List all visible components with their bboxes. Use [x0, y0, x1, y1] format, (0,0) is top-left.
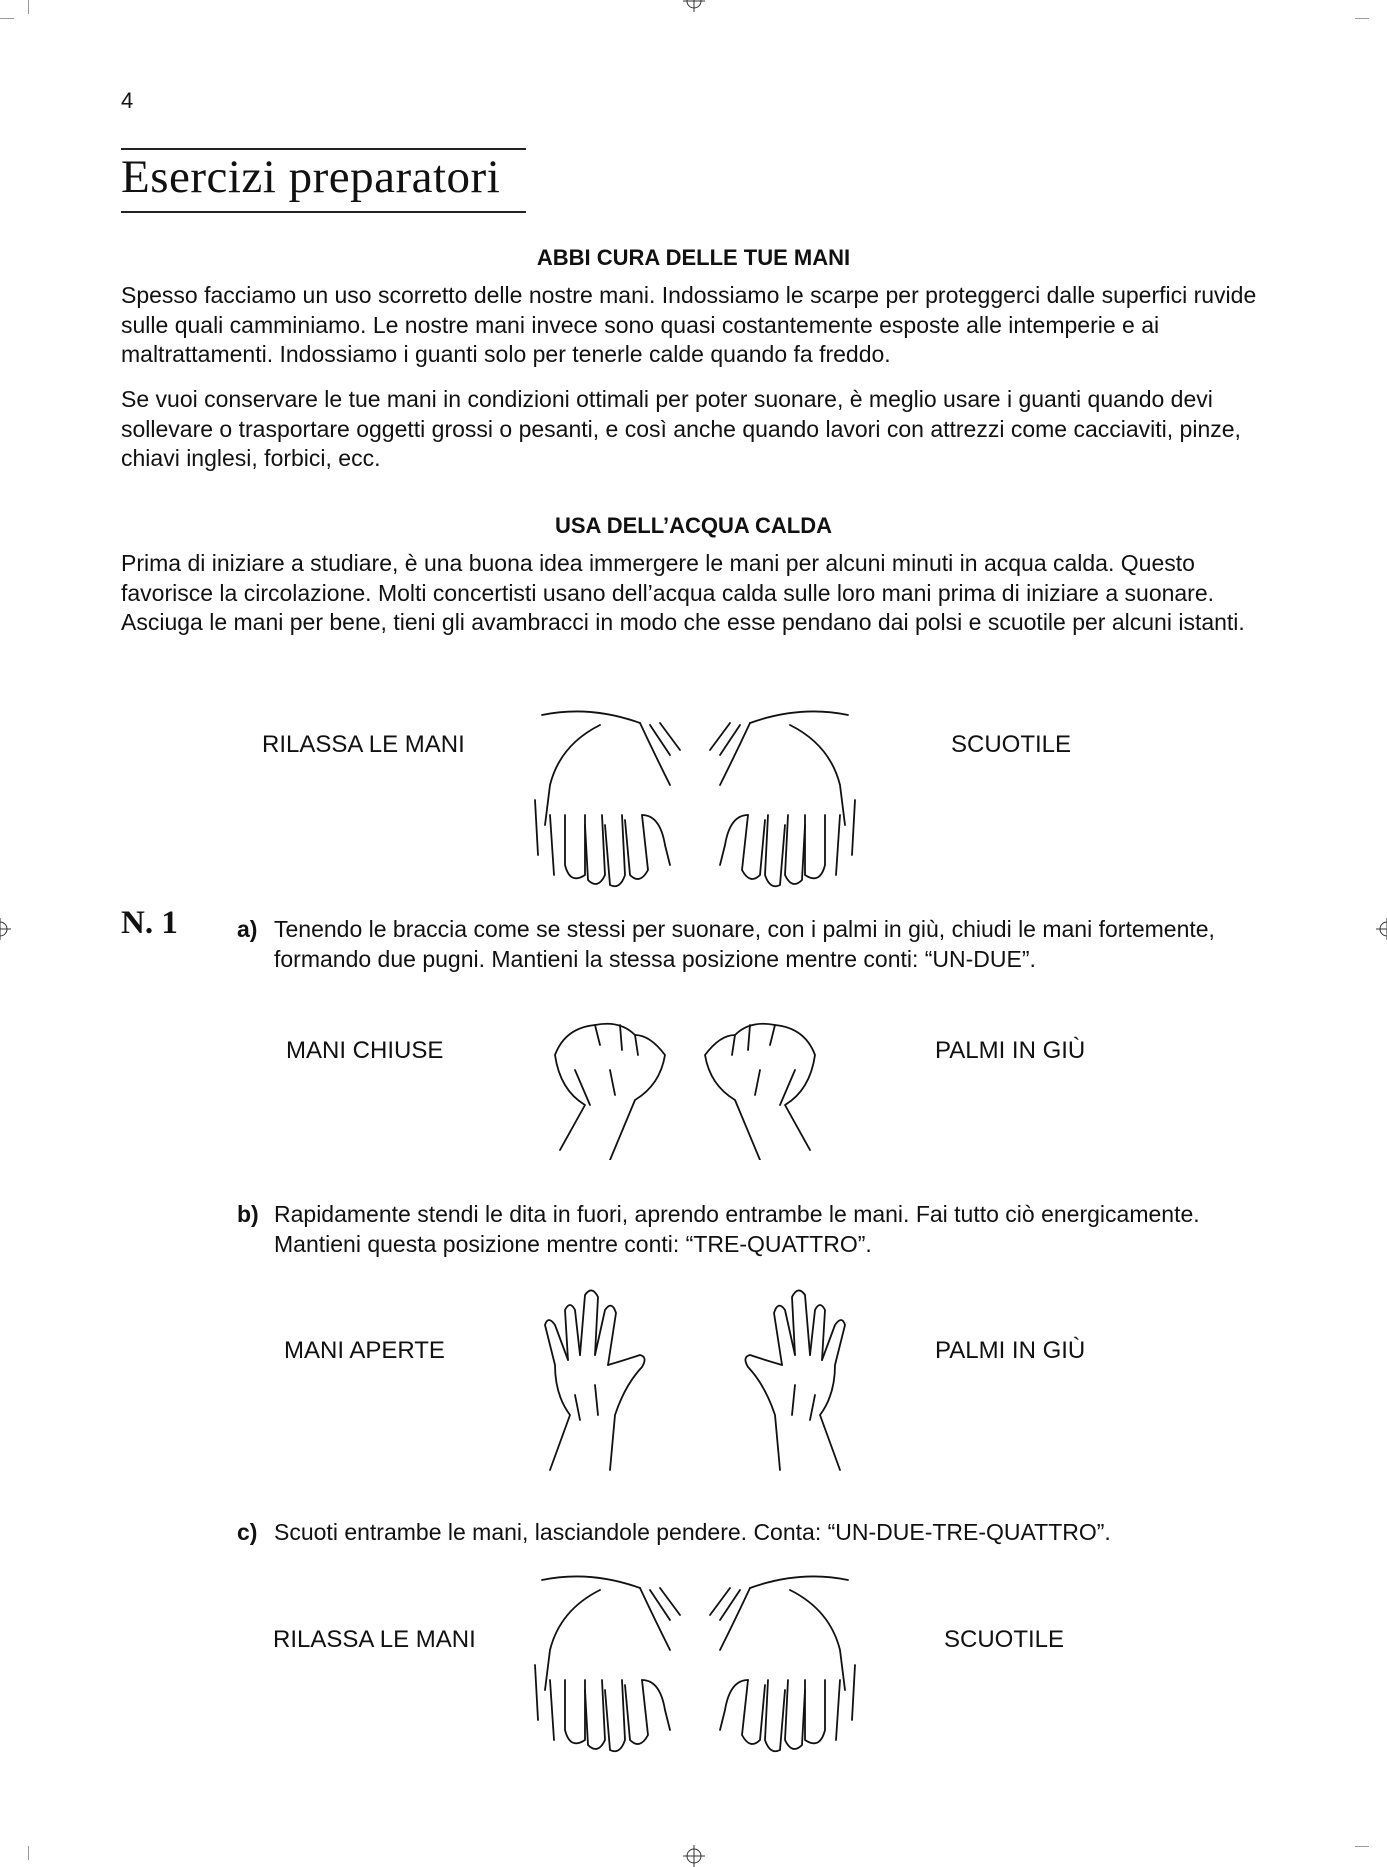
illustration-label: SCUOTILE — [944, 1626, 1065, 1653]
paragraph: Prima di iniziare a studiare, è una buona idea immergere le mani per alcuni minuti in acqua calda. Questo favorisce la circolazione. Molti concertisti usano dell’acqua calda sulle loro mani prima di iniziare a suonare. Asciuga le mani per bene, tieni gli avambracci in modo che esse pendano dai polsi e scuotile per alcuni istanti. — [121, 550, 1245, 635]
step-letter: c) — [237, 1519, 258, 1545]
exercise-step — [237, 914, 1277, 974]
paragraph: Spesso facciamo un uso scorretto delle nostre mani. Indossiamo le scarpe per proteggerci dalle superfici ruvide sulle quali camminiamo. Le nostre mani invece sono quasi costantemente esposte alle intemperie e ai maltrattamenti. Indossiamo i guanti solo per tenerle calde quando fa freddo. — [121, 282, 1257, 367]
exercise-step — [237, 1517, 1277, 1547]
exercise-number: N. 1 — [121, 905, 178, 941]
step-text: Rapidamente stendi le dita in fuori, aprendo entrambe le mani. Fai tutto ciò energicamente. Mantieni questa posizione mentre conti: “TRE-QUATTRO”. — [274, 1201, 1200, 1257]
registration-mark-icon — [683, 1845, 705, 1867]
step-letter: a) — [237, 916, 258, 942]
page-title: Esercizi preparatori — [121, 151, 501, 203]
crop-mark — [28, 0, 29, 14]
crop-mark — [1355, 18, 1369, 19]
registration-mark-icon — [1376, 918, 1387, 940]
illustration-label: MANI APERTE — [284, 1337, 445, 1364]
hanging-hands-illustration — [530, 705, 860, 895]
page-number: 4 — [121, 88, 134, 113]
step-letter: b) — [237, 1201, 259, 1227]
illustration-label: SCUOTILE — [951, 731, 1072, 758]
open-hands-illustration — [530, 1285, 860, 1475]
closed-fists-illustration — [520, 1010, 850, 1160]
hanging-hands-illustration — [530, 1570, 860, 1755]
illustration-label: PALMI IN GIÙ — [935, 1037, 1086, 1064]
illustration-label: PALMI IN GIÙ — [935, 1337, 1086, 1364]
crop-mark — [0, 18, 14, 19]
crop-mark — [28, 1846, 29, 1860]
illustration-label: MANI CHIUSE — [286, 1037, 444, 1064]
step-text: Tenendo le braccia come se stessi per suonare, con i palmi in giù, chiudi le mani fortemente, formando due pugni. Mantieni la stessa posizione mentre conti: “UN-DUE”. — [274, 916, 1215, 972]
registration-mark-icon — [0, 918, 11, 940]
crop-mark — [1355, 1846, 1369, 1847]
section-heading: USA DELL’ACQUA CALDA — [554, 513, 833, 538]
paragraph: Se vuoi conservare le tue mani in condizioni ottimali per poter suonare, è meglio usare i guanti quando devi sollevare o trasportare oggetti grossi o pesanti, e così anche quando lavori con attrezzi come cacciaviti, pinze, chiavi inglesi, forbici, ecc. — [121, 386, 1241, 471]
section-heading: ABBI CURA DELLE TUE MANI — [536, 245, 851, 270]
exercise-step — [237, 1199, 1277, 1259]
step-text: Scuoti entrambe le mani, lasciandole pendere. Conta: “UN-DUE-TRE-QUATTRO”. — [274, 1519, 1111, 1545]
title-bottom-rule — [121, 211, 526, 213]
registration-mark-icon — [683, 0, 705, 12]
illustration-label: RILASSA LE MANI — [262, 731, 465, 758]
illustration-label: RILASSA LE MANI — [273, 1626, 476, 1653]
